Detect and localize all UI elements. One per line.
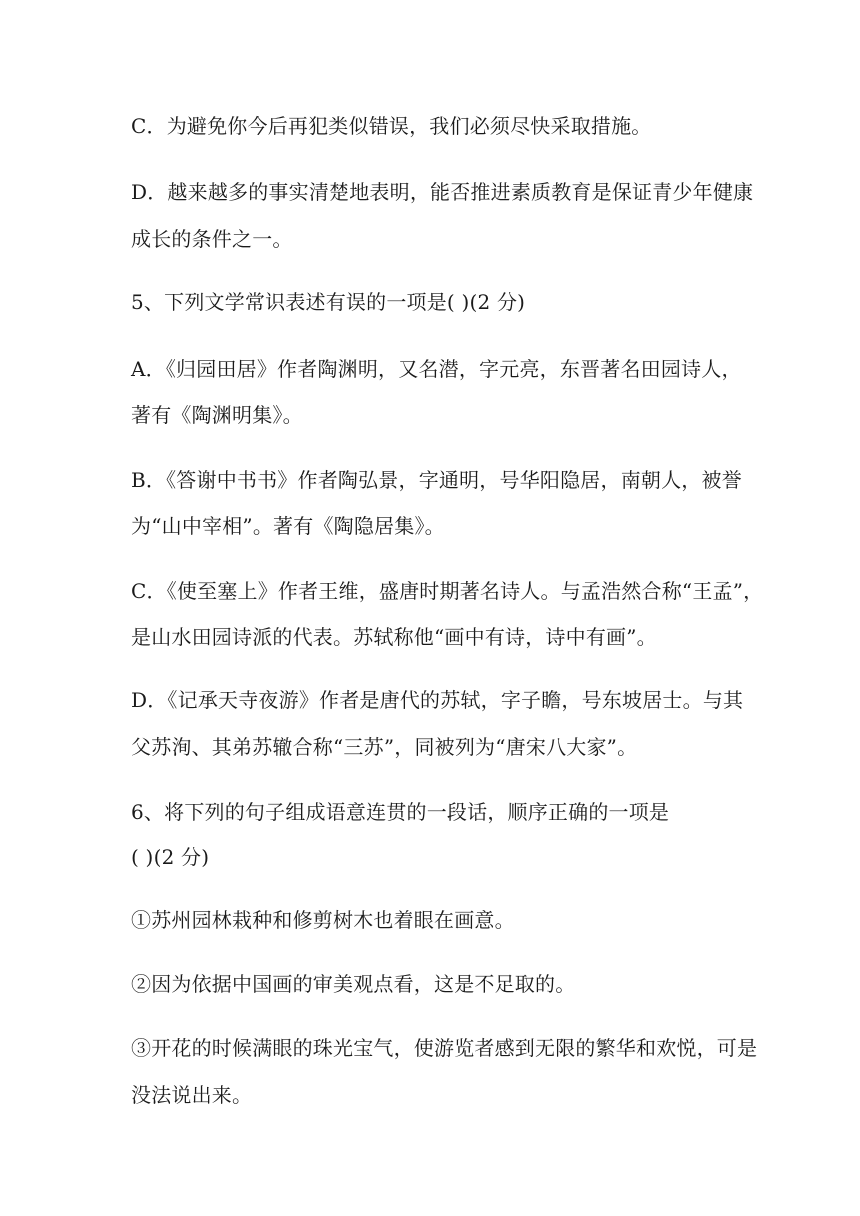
q5-option-b-text-cont: 为“山中宰相”。著有《陶隐居集》。: [131, 514, 445, 538]
q5-option-b-text: B．《答谢中书书》作者陶弘景，字通明，号华阳隐居，南朝人，被誉: [131, 468, 742, 492]
option-d-text-cont: 成长的条件之一。: [131, 227, 293, 251]
question-5-stem: 5、下列文学常识表述有误的一项是( )(2 分): [131, 290, 526, 314]
q5-option-a-text-cont: 著有《陶渊明集》。: [131, 403, 303, 427]
q5-option-d-text: D．《记承天寺夜游》作者是唐代的苏轼，字子瞻，号东坡居士。与其: [131, 688, 744, 712]
q6-sentence-3-cont: 没法说出来。: [131, 1083, 253, 1107]
q6-sentence-2: ②因为依据中国画的审美观点看，这是不足取的。: [131, 972, 576, 996]
q6-sentence-1: ①苏州园林栽种和修剪树木也着眼在画意。: [131, 908, 515, 932]
q5-option-d-text-cont: 父苏洵、其弟苏辙合称“三苏”，同被列为“唐宋八大家”。: [131, 735, 638, 759]
question-6-stem-cont: ( )(2 分): [131, 845, 210, 869]
q6-sentence-3: ③开花的时候满眼的珠光宝气，使游览者感到无限的繁华和欢悦，可是: [131, 1036, 758, 1060]
option-c-text: C．为避免你今后再犯类似错误，我们必须尽快采取措施。: [131, 114, 652, 138]
q5-option-c-text: C．《使至塞上》作者王维，盛唐时期著名诗人。与孟浩然合称“王孟”，: [131, 579, 764, 603]
question-6-stem: 6、将下列的句子组成语意连贯的一段话，顺序正确的一项是: [131, 800, 670, 824]
q5-option-c-text-cont: 是山水田园诗派的代表。苏轼称他“画中有诗，诗中有画”。: [131, 625, 657, 649]
option-d-text: D．越来越多的事实清楚地表明，能否推进素质教育是保证青少年健康: [131, 180, 754, 204]
q5-option-a-text: A．《归园田居》作者陶渊明，又名潜，字元亮，东晋著名田园诗人，: [131, 357, 742, 381]
